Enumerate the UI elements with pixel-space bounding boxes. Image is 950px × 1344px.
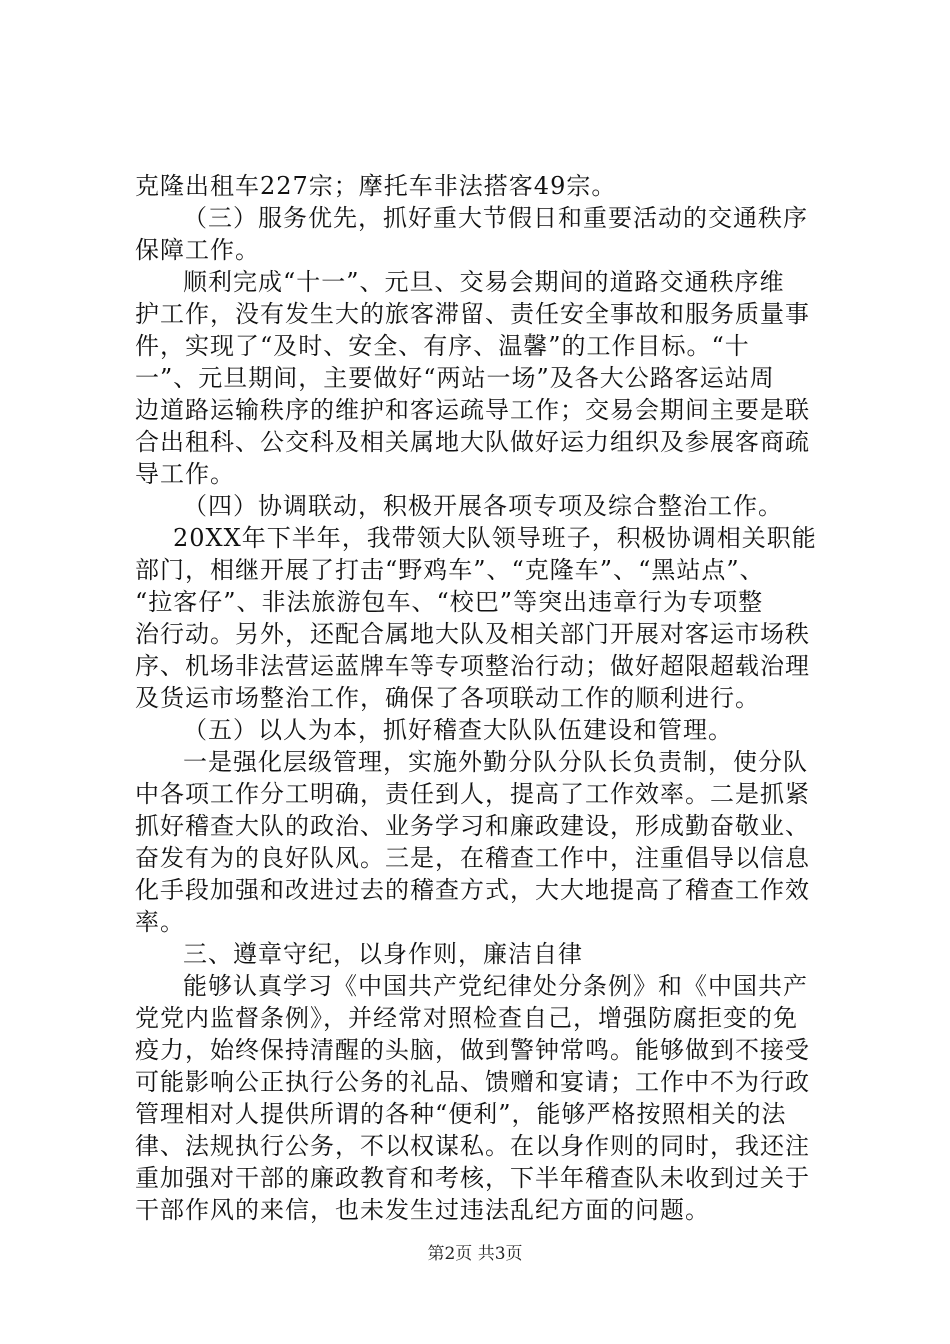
paragraph-line: 抓好稽查大队的政治、业务学习和廉政建设，形成勤奋敬业、	[135, 812, 810, 840]
paragraph-line: 干部作风的来信，也未发生过违法乱纪方面的问题。	[135, 1196, 710, 1224]
paragraph-line: “拉客仔”、非法旅游包车、“校巴”等突出违章行为专项整	[135, 588, 764, 616]
paragraph-line: 党党内监督条例》，并经常对照检查自己，增强防腐拒变的免	[135, 1004, 798, 1032]
paragraph-line: 治行动。另外，还配合属地大队及相关部门开展对客运市场秩	[135, 620, 810, 648]
paragraph-line: 顺利完成“十一”、元旦、交易会期间的道路交通秩序维	[183, 268, 785, 296]
page-number-footer: 第2页 共3页	[427, 1244, 523, 1264]
paragraph-line: 部门，相继开展了打击“野鸡车”、“克隆车”、“黑站点”、	[135, 556, 765, 584]
paragraph-line: 律、法规执行公务，不以权谋私。在以身作则的同时，我还注	[135, 1132, 810, 1160]
paragraph-line: 合出租科、公交科及相关属地大队做好运力组织及参展客商疏	[135, 428, 810, 456]
paragraph-line: 边道路运输秩序的维护和客运疏导工作；交易会期间主要是联	[135, 396, 810, 424]
paragraph-line: 管理相对人提供所谓的各种“便利”，能够严格按照相关的法	[135, 1100, 787, 1128]
document-body	[135, 170, 835, 1226]
paragraph-line: 重加强对干部的廉政教育和考核，下半年稽查队未收到过关于	[135, 1164, 810, 1192]
paragraph-line: 克隆出租车227宗；摩托车非法搭客49宗。	[135, 172, 617, 200]
paragraph-line: 导工作。	[135, 460, 235, 488]
paragraph-line: 一”、元旦期间，主要做好“两站一场”及各大公路客运站周	[135, 364, 775, 392]
paragraph-line: 能够认真学习《中国共产党纪律处分条例》和《中国共产	[183, 972, 808, 1000]
section-heading-5: （五）以人为本，抓好稽查大队队伍建设和管理。	[183, 716, 733, 744]
paragraph-line: 疫力，始终保持清醒的头脑，做到警钟常鸣。能够做到不接受	[135, 1036, 810, 1064]
paragraph-line: 率。	[135, 908, 185, 936]
paragraph-line: 护工作，没有发生大的旅客滞留、责任安全事故和服务质量事	[135, 300, 810, 328]
chapter-heading-3: 三、遵章守纪，以身作则，廉洁自律	[183, 940, 583, 968]
section-heading-3: （三）服务优先，抓好重大节假日和重要活动的交通秩序	[183, 204, 808, 232]
paragraph-line: 件，实现了“及时、安全、有序、温馨”的工作目标。“十	[135, 332, 750, 360]
paragraph-line: 奋发有为的良好队风。三是，在稽查工作中，注重倡导以信息	[135, 844, 810, 872]
section-heading-4: （四）协调联动，积极开展各项专项及综合整治工作。	[183, 492, 783, 520]
paragraph-line: 可能影响公正执行公务的礼品、馈赠和宴请；工作中不为行政	[135, 1068, 810, 1096]
paragraph-line: 一是强化层级管理，实施外勤分队分队长负责制，使分队	[183, 748, 808, 776]
paragraph-line: 保障工作。	[135, 236, 260, 264]
paragraph-line: 化手段加强和改进过去的稽查方式，大大地提高了稽查工作效	[135, 876, 810, 904]
paragraph-line: 20XX年下半年，我带领大队领导班子，积极协调相关职能	[173, 524, 817, 552]
paragraph-line: 序、机场非法营运蓝牌车等专项整治行动；做好超限超载治理	[135, 652, 810, 680]
paragraph-line: 及货运市场整治工作，确保了各项联动工作的顺利进行。	[135, 684, 760, 712]
paragraph-line: 中各项工作分工明确，责任到人，提高了工作效率。二是抓紧	[135, 780, 810, 808]
